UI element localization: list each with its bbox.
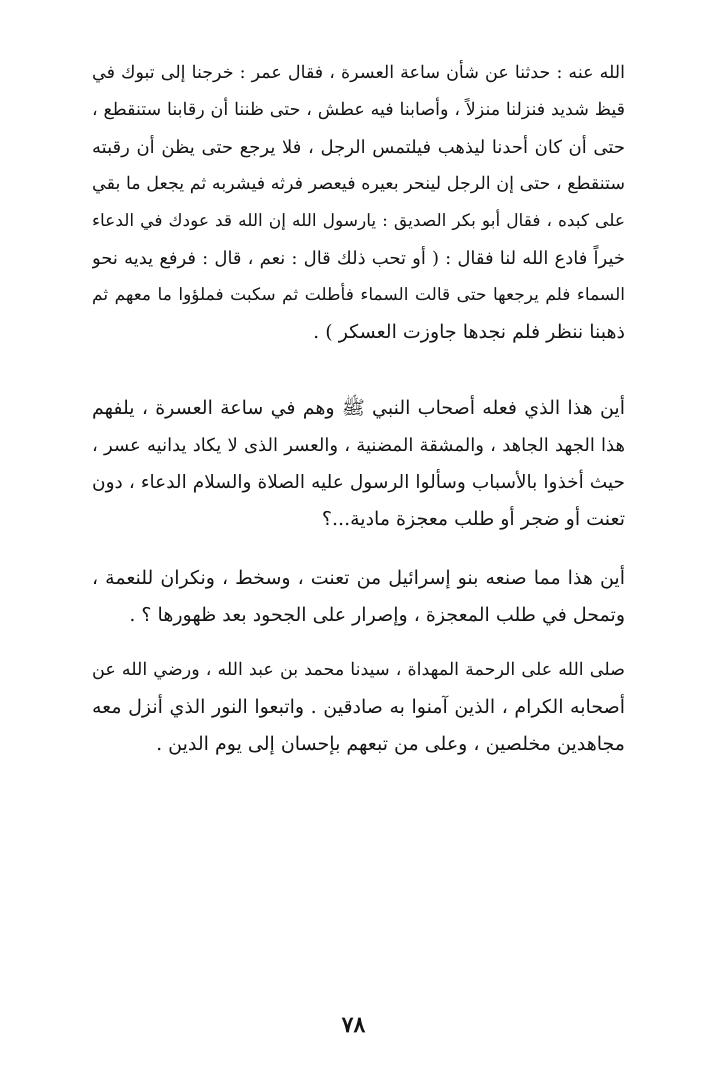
text-line: أين هذا الذي فعله أصحاب النبي ﷺ وهم في ساعة العسرة ، يلفهم [92, 397, 625, 419]
text-line: قيظ شديد فنزلنا منزلاً ، وأصابنا فيه عطش ، حتى ظننا أن رقابنا ستنقطع ، [92, 100, 625, 120]
text-line: أصحابه الكرام ، الذين آمنوا به صادقين . واتبعوا النور الذي أنزل معه [92, 696, 625, 718]
text-line: مجاهدين مخلصين ، وعلى من تبعهم بإحسان إلى يوم الدين . [156, 733, 625, 755]
text-line: هذا الجهد الجاهد ، والمشقة المضنية ، والعسر الذى لا يكاد يدانيه عسر ، [92, 435, 625, 456]
text-line: ذهبنا ننظر فلم نجدها جاوزت العسكر ) . [313, 321, 625, 343]
text-line: خيراً فادع الله لنا فقال : ( أو تحب ذلك قال : نعم ، قال : فرفع يديه نحو [92, 248, 625, 269]
text-line: حتى أن كان أحدنا ليذهب فيلتمس الرجل ، فلا يرجع حتى يظن أن رقبته [92, 137, 625, 158]
text-line: على كبده ، فقال أبو بكر الصديق : يارسول الله إن الله قد عودك في الدعاء [92, 211, 625, 231]
page-number: ٧٨ [341, 1012, 366, 1038]
paragraph-companions [92, 390, 625, 538]
paragraph-closing-prayer [92, 652, 625, 763]
text-line: حيث أخذوا بالأسباب وسألوا الرسول عليه الصلاة والسلام الدعاء ، دون [92, 472, 625, 493]
text-line: السماء فلم يرجعها حتى قالت السماء فأطلت ثم سكبت فملؤوا ما معهم ثم [92, 285, 625, 305]
text-line: الله عنه : حدثنا عن شأن ساعة العسرة ، فقال عمر : خرجنا إلى تبوك في [92, 63, 625, 83]
text-line: صلى الله على الرحمة المهداة ، سيدنا محمد بن عبد الله ، ورضي الله عن [92, 660, 625, 680]
text-line: وتمحل في طلب المعجزة ، وإصرار على الجحود بعد ظهورها ؟ . [129, 604, 625, 626]
text-line: ستنقطع ، حتى إن الرجل لينحر بعيره فيعصر فرثه فيشربه ثم يجعل ما بقي [92, 174, 625, 194]
paragraph-hadith-narration [92, 55, 625, 351]
text-line: أين هذا مما صنعه بنو إسرائيل من تعنت ، وسخط ، ونكران للنعمة ، [92, 567, 625, 589]
text-line: تعنت أو ضجر أو طلب معجزة مادية...؟ [321, 508, 625, 530]
paragraph-bani-israel [92, 560, 625, 634]
